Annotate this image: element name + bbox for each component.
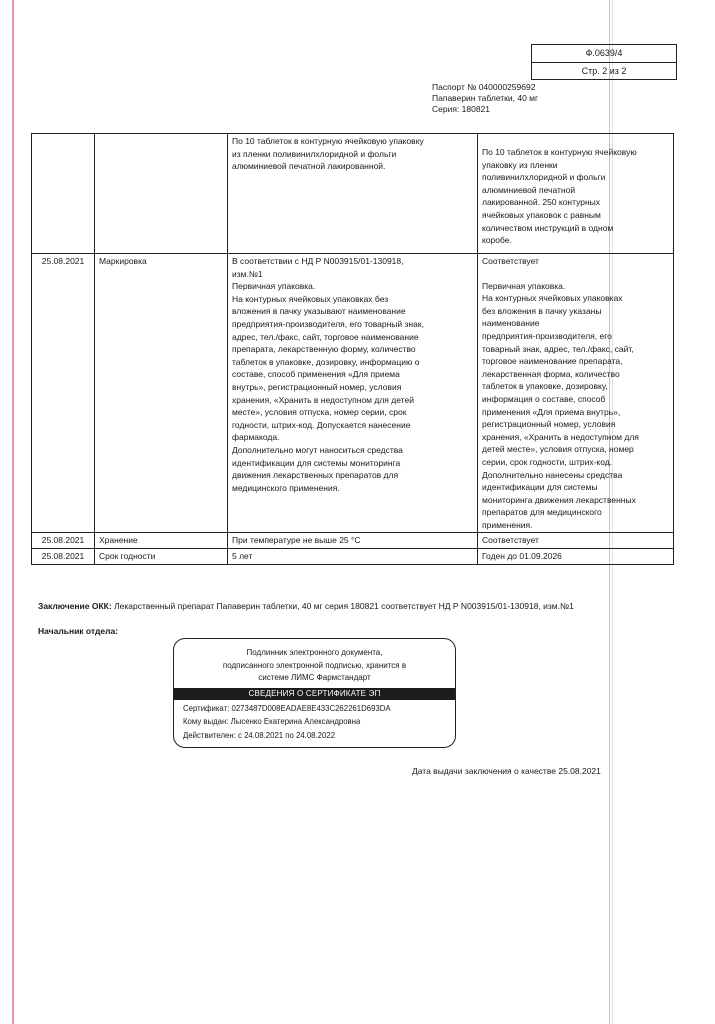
row-date: 25.08.2021 [32, 533, 95, 549]
row-result: По 10 таблеток в контурную ячейковую упаковку из пленки поливинилхлоридной и фольги алюминиевой печатной лакированной. 250 контурных ячейковых упаковок с равным количеством инструкций в одном коробе. [478, 134, 674, 254]
table-row [32, 134, 674, 254]
row-requirement: При температуре не выше 25 °С [228, 533, 478, 549]
issue-date-line: Дата выдачи заключения о качестве 25.08.2021 [412, 766, 601, 776]
quality-table [31, 133, 674, 565]
row-requirement: По 10 таблеток в контурную ячейковую упаковку из пленки поливинилхлоридной и фольги алюминиевой печатной лакированной. [228, 134, 478, 254]
chief-label: Начальник отдела: [38, 626, 119, 636]
series-number: Серия: 180821 [432, 104, 491, 114]
row-result: Соответствует [478, 533, 674, 549]
result-status: Соответствует [482, 256, 539, 266]
table-row [32, 533, 674, 549]
certificate-header: СВЕДЕНИЯ О СЕРТИФИКАТЕ ЭП [174, 688, 455, 700]
row-indicator: Маркировка [95, 254, 228, 533]
conclusion-label: Заключение ОКК: [38, 601, 112, 611]
passport-block [432, 82, 538, 115]
conclusion [38, 600, 638, 613]
row-date [32, 134, 95, 254]
row-result [478, 254, 674, 533]
row-date: 25.08.2021 [32, 549, 95, 565]
result-details: Первичная упаковка. На контурных ячейковых упаковках без вложения в пачку указаны наименование предприятия-производителя, его товарный знак, адрес, тел./факс, сайт, торговое наименование препарата, лекарственная форма, количество таблеток в упаковке, дозировку, информация о составе, способ применения «Для приема внутрь», регистрационный номер, условия хранения, «Хранить в недоступном для детей месте», условия отпуска, номер серии, срок годности, штрих-код. Дополнительно нанесены средства идентификации для системы мониторинга движения лекарственных препаратов для медицинского применения. [482, 280, 639, 530]
form-code: Ф.0639/4 [585, 48, 623, 58]
row-requirement: В соответствии с НД Р N003915/01-130918, изм.№1 Первичная упаковка. На контурных ячейковых упаковках без вложения в пачку указывают наименование предприятия-производителя, его товарный знак, адрес, тел./факс, сайт, торговое наименование препарата, лекарственную форму, количество таблеток в упаковке, дозировку, информацию о составе, способ применения «Для приема внутрь», регистрационный номер, условия хранения, «Хранить в недоступном для детей месте», условия отпуска, номер серии, срок годности, штрих-код. Допускается нанесение фармакода. Дополнительно могут наноситься средства идентификации для системы мониторинга движения лекарственных препаратов для медицинского применения. [228, 254, 478, 533]
row-result: Годен до 01.09.2026 [478, 549, 674, 565]
table-row [32, 254, 674, 533]
passport-number: Паспорт № 040000259692 [432, 82, 536, 92]
certificate-owner: Кому выдан: Лысенко Екатерина Александровна [183, 717, 361, 726]
certificate-validity: Действителен: с 24.08.2021 по 24.08.2022 [183, 731, 336, 740]
certificate-serial: Сертификат: 0273487D008EADAE8E433C262261D693DA [183, 704, 391, 713]
row-indicator [95, 134, 228, 254]
table-row [32, 549, 674, 565]
signature-certificate-stamp [173, 638, 456, 748]
conclusion-text: Лекарственный препарат Папаверин таблетки, 40 мг серия 180821 соответствует НД Р N003915/01-130918, изм.№1 [114, 601, 574, 611]
scan-edge-line [12, 0, 14, 1024]
product-name: Папаверин таблетки, 40 мг [432, 93, 539, 103]
form-code-box [531, 44, 677, 80]
row-indicator: Срок годности [95, 549, 228, 565]
row-indicator: Хранение [95, 533, 228, 549]
page-info: Стр. 2 из 2 [532, 62, 676, 80]
certificate-note: Подлинник электронного документа, подписанного электронной подписью, хранится в системе ЛИМС Фармстандарт [222, 648, 407, 682]
row-date: 25.08.2021 [32, 254, 95, 533]
row-requirement: 5 лет [228, 549, 478, 565]
